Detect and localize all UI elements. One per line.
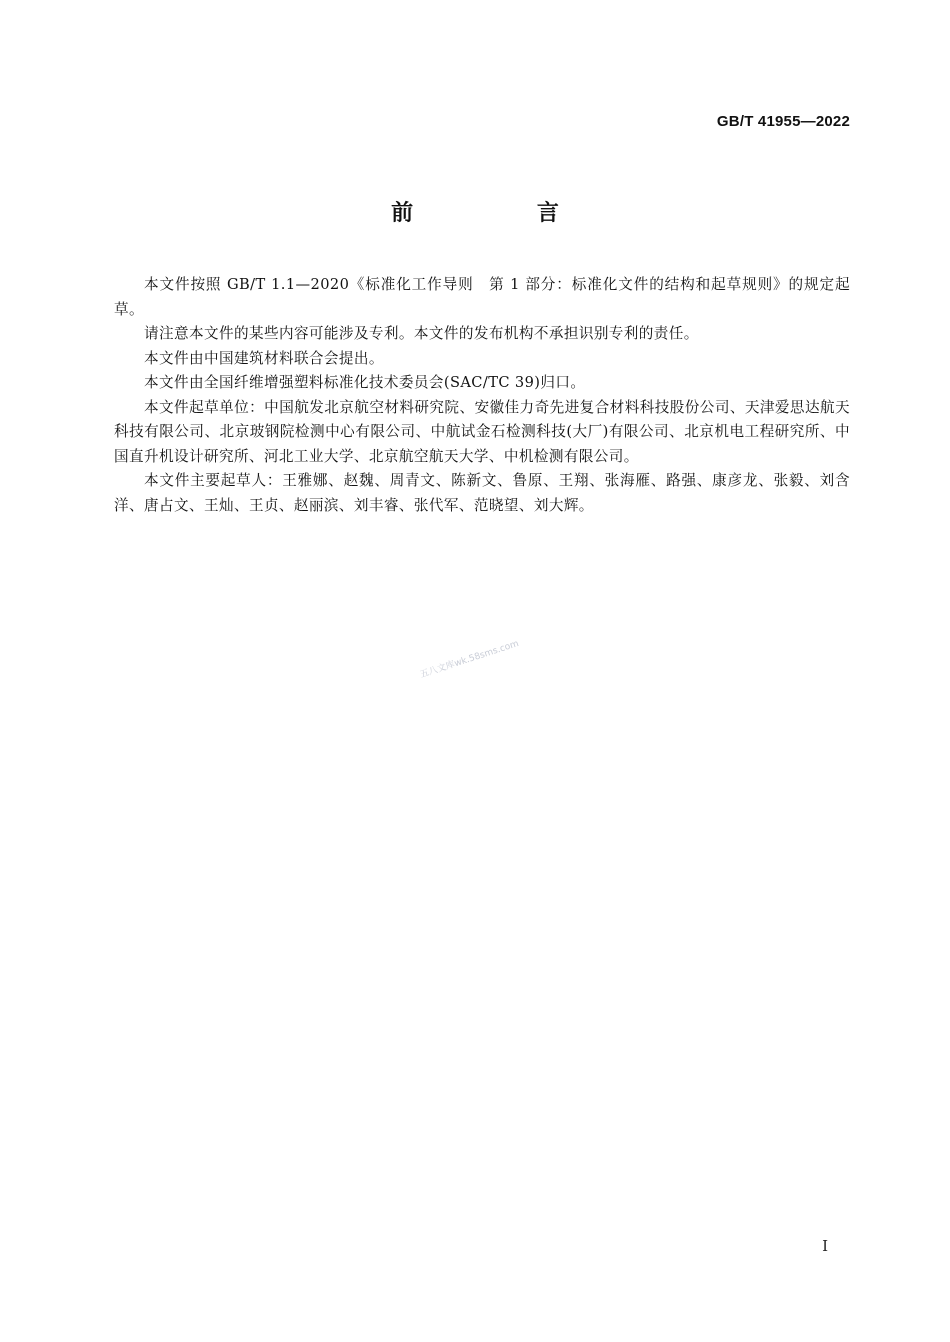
paragraph-drafting-units: 本文件起草单位：中国航发北京航空材料研究院、安徽佳力奇先进复合材料科技股份公司、天津爱思达航天科技有限公司、北京玻钢院检测中心有限公司、中航试金石检测科技(大厂)有限公司、北京机电工程研究所、中国直升机设计研究所、河北工业大学、北京航空航天大学、中机检测有限公司。 bbox=[114, 398, 850, 465]
page-number: I bbox=[822, 1237, 828, 1255]
paragraph-patent-notice: 请注意本文件的某些内容可能涉及专利。本文件的发布机构不承担识别专利的责任。 bbox=[144, 325, 699, 342]
page-title: 前 言 bbox=[391, 201, 617, 226]
paragraph-proposer: 本文件由中国建筑材料联合会提出。 bbox=[144, 349, 384, 367]
foreword-body bbox=[114, 273, 850, 518]
standard-code: GB/T 41955—2022 bbox=[716, 113, 850, 130]
paragraph-drafters: 本文件主要起草人：王雅娜、赵魏、周青文、陈新文、鲁原、王翔、张海雁、路强、康彦龙、张毅、刘含洋、唐占文、王灿、王贞、赵丽滨、刘丰睿、张代军、范晓望、刘大辉。 bbox=[114, 472, 850, 514]
paragraph-drafting-rules: 本文件按照 GB/T 1.1—2020《标准化工作导则 第 1 部分：标准化文件的结构和起草规则》的规定起草。 bbox=[114, 276, 850, 318]
paragraph-committee: 本文件由全国纤维增强塑料标准化技术委员会(SAC/TC 39)归口。 bbox=[144, 374, 586, 391]
watermark: 五八文库wk.58sms.com bbox=[418, 638, 521, 681]
